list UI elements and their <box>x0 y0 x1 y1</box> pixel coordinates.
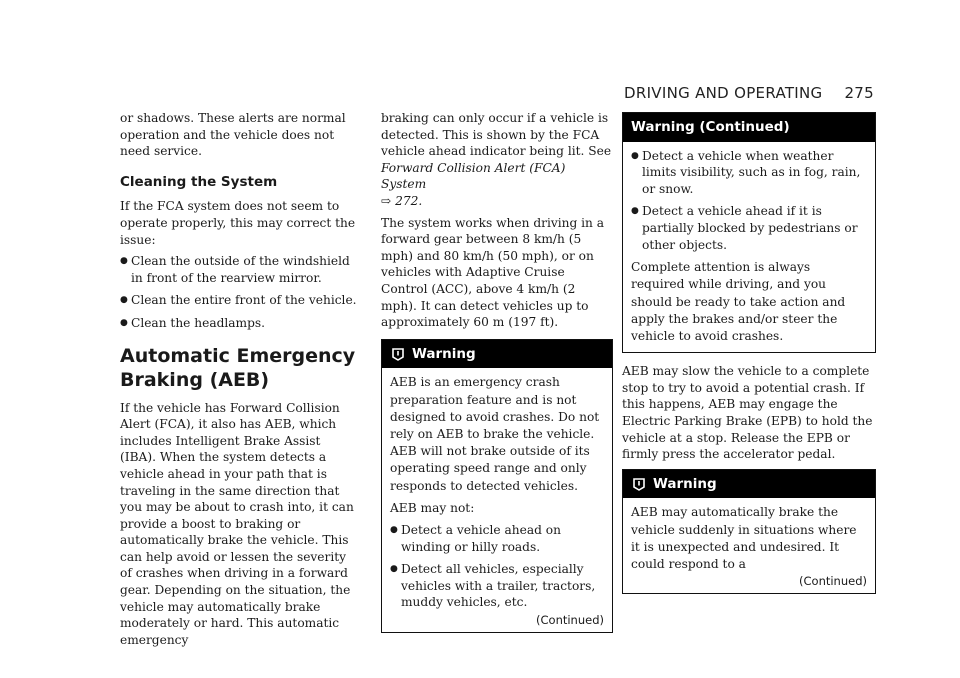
warning-list <box>390 522 604 611</box>
warning-2-body <box>623 498 875 592</box>
list-item: ● Detect all vehicles, especially vehicles with a trailer, tractors, muddy vehicles, etc. <box>390 561 604 611</box>
continued-label: (Continued) <box>536 612 604 627</box>
cleaning-text: If the FCA system does not seem to operate properly, this may correct the issue: <box>120 199 356 247</box>
list-item: ● Clean the entire front of the vehicle. <box>120 292 360 309</box>
warning-title: Warning <box>412 345 476 362</box>
detection-text: braking can only occur if a vehicle is detected. This is shown by the FCA vehicle ahead indicator being lit. See <box>381 111 612 159</box>
warning-continued-list <box>631 148 867 254</box>
column-1 <box>120 110 360 653</box>
warning-paragraph: AEB may not: <box>390 500 475 515</box>
fca-page-ref[interactable]: 272. <box>395 193 423 208</box>
list-item: ● Clean the outside of the windshield in front of the rearview mirror. <box>120 253 360 286</box>
aeb-heading: Automatic Emergency Braking (AEB) <box>120 344 356 391</box>
aeb-paragraph: If the vehicle has Forward Collision Alert (FCA), it also has AEB, which includes Intelligent Brake Assist (IBA). When the system detects a vehicle ahead in your path that is traveling in the same direction that you may be about to crash into, it can provide a boost to braking or automatically brake the vehicle. This can help avoid or lessen the severity of crashes when driving in a forward gear. Depending on the situation, the vehicle may automatically brake moderately or hard. This automatic emergency <box>120 400 354 647</box>
cleaning-list <box>120 253 360 331</box>
warning-continued-paragraph: Complete attention is always required while driving, and you should be ready to take action and apply the brakes and/or steer the vehicle to avoid crashes. <box>631 260 846 343</box>
warning-continued-title: Warning (Continued) <box>631 119 790 135</box>
warning-icon <box>631 476 647 492</box>
detection-paragraph <box>381 110 613 210</box>
warning-2-title: Warning <box>653 475 717 492</box>
speed-paragraph: The system works when driving in a forward gear between 8 km/h (5 mph) and 80 km/h (50 mph), or on vehicles with Adaptive Cruise Control (ACC), above 4 km/h (2 mph). It can detect vehicles up to approximately 60 m (197 ft). <box>381 215 605 330</box>
fca-reference-link[interactable]: Forward Collision Alert (FCA) System <box>381 160 566 192</box>
list-item: ● Clean the headlamps. <box>120 315 360 332</box>
warning-box-2 <box>622 469 876 594</box>
warning-2-paragraph: AEB may automatically brake the vehicle suddenly in situations where it is unexpected and undesired. It could respond to a <box>631 505 857 571</box>
warning-continued-box <box>622 112 876 353</box>
section-title: DRIVING AND OPERATING <box>624 84 823 102</box>
warning-icon <box>390 346 406 362</box>
warning-2-title-bar <box>623 470 875 499</box>
warning-body <box>382 368 612 631</box>
warning-box <box>381 339 613 633</box>
column-2 <box>381 110 613 643</box>
list-item: ● Detect a vehicle ahead if it is partially blocked by pedestrians or other objects. <box>631 203 867 253</box>
warning-title-bar <box>382 340 612 369</box>
column-3 <box>622 110 876 604</box>
list-item: ● Detect a vehicle when weather limits visibility, such as in fog, rain, or snow. <box>631 148 867 198</box>
warning-paragraph: AEB is an emergency crash preparation feature and is not designed to avoid crashes. Do not rely on AEB to brake the vehicle. AEB will not brake outside of its operating speed range and only responds to detected vehicles. <box>390 375 600 493</box>
warning-continued-body <box>623 142 875 353</box>
warning-continued-title-bar <box>623 113 875 142</box>
cleaning-heading: Cleaning the System <box>120 173 278 190</box>
page-header <box>624 84 874 102</box>
stop-paragraph: AEB may slow the vehicle to a complete stop to try to avoid a potential crash. If this happens, AEB may engage the Electric Parking Brake (EPB) to hold the vehicle at a stop. Release the EPB or firmly press the accelerator pedal. <box>622 364 873 462</box>
intro-paragraph: or shadows. These alerts are normal operation and the vehicle does not need service. <box>120 111 346 159</box>
page-number: 275 <box>844 84 874 102</box>
page-ref-icon: ⇨ <box>381 193 392 208</box>
continued-label: (Continued) <box>799 574 867 589</box>
list-item: ● Detect a vehicle ahead on winding or hilly roads. <box>390 522 604 555</box>
